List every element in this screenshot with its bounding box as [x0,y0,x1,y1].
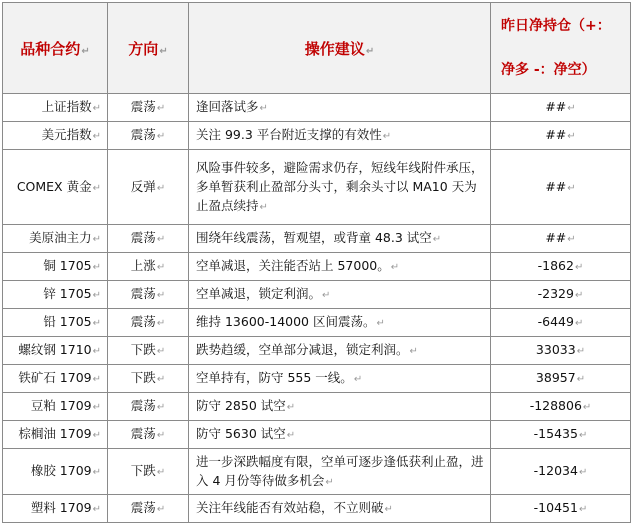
advice-cell: 防守 5630 试空↵ [189,421,491,449]
cell-mark: ↵ [567,182,576,194]
contract-cell: 橡胶 1709↵ [3,449,108,495]
advice-cell: 跌势趋缓，空单部分减退，锁定利润。↵ [189,337,491,365]
net-position-cell: -128806↵ [491,393,631,421]
direction-cell: 震荡↵ [108,281,189,309]
header-net-line1: 昨日净持仓（+： [501,18,611,34]
header-row [3,3,631,94]
net-position-cell: ##↵ [491,122,631,150]
table-row [3,365,631,393]
contract-cell: 美原油主力↵ [3,225,108,253]
cell-mark: ↵ [432,234,442,245]
net-position-cell: ##↵ [491,225,631,253]
advice-cell: 空单持有，防守 555 一线。↵ [189,365,491,393]
cell-mark: ↵ [156,290,166,301]
direction-cell: 震荡↵ [108,393,189,421]
contract-cell: 铅 1705↵ [3,309,108,337]
table-row [3,421,631,449]
advice-cell: 空单减退，锁定利润。↵ [189,281,491,309]
cell-mark: ↵ [92,402,101,413]
cell-mark: ↵ [156,402,166,413]
net-position-cell: -10451↵ [491,495,631,523]
cell-mark: ↵ [156,234,166,245]
cell-mark: ↵ [567,131,576,142]
cell-mark: ↵ [574,262,584,273]
cell-mark: ↵ [92,374,101,385]
contract-cell: 棕榈油 1709↵ [3,421,108,449]
cell-mark: ↵ [384,504,393,515]
direction-cell: 震荡↵ [108,309,189,337]
cell-mark: ↵ [156,103,166,114]
cell-mark: ↵ [286,430,296,441]
cell-mark: ↵ [576,374,586,385]
cell-mark: ↵ [92,467,101,478]
table-row [3,449,631,495]
table-row [3,150,631,225]
cell-mark: ↵ [156,467,166,478]
contract-cell: 美元指数↵ [3,122,108,150]
cell-mark: ↵ [574,318,584,329]
cell-mark: ↵ [259,201,268,213]
table-row [3,94,631,122]
direction-cell: 下跌↵ [108,337,189,365]
header-direction: 方向↵ [108,3,189,94]
direction-cell: 震荡↵ [108,421,189,449]
cell-mark: ↵ [259,103,268,114]
cell-mark: ↵ [578,504,588,515]
advice-cell: 围绕年线震荡，暂观望，或背童 48.3 试空↵ [189,225,491,253]
direction-cell: 震荡↵ [108,94,189,122]
cell-mark: ↵ [92,504,101,515]
cell-mark: ↵ [390,262,400,273]
contract-cell: 铁矿石 1709↵ [3,365,108,393]
cell-mark: ↵ [81,45,90,57]
table-row [3,393,631,421]
net-position-cell: -2329↵ [491,281,631,309]
contract-cell: 塑料 1709↵ [3,495,108,523]
cell-mark: ↵ [92,131,101,142]
direction-cell: 震荡↵ [108,495,189,523]
net-position-cell: ##↵ [491,94,631,122]
cell-mark: ↵ [325,476,334,488]
table-row [3,309,631,337]
direction-cell: 下跌↵ [108,365,189,393]
table-body [3,94,631,523]
cell-mark: ↵ [567,234,576,245]
header-net-line2: 净多 -：净空） [501,62,596,78]
direction-cell: 震荡↵ [108,122,189,150]
advice-cell: 关注年线能否有效站稳，不立则破↵ [189,495,491,523]
advice-cell: 风险事件较多，避险需求仍存，短线年线附件承压，多单暂获利止盈部分头寸，剩余头寸以 MA10 天为止盈点续持↵ [189,150,491,225]
cell-mark: ↵ [156,318,166,329]
cell-mark: ↵ [156,131,166,142]
net-position-cell: -12034↵ [491,449,631,495]
cell-mark: ↵ [92,346,101,357]
header-contract: 品种合约↵ [3,3,108,94]
net-position-cell: -1862↵ [491,253,631,281]
cell-mark: ↵ [92,290,101,301]
cell-mark: ↵ [286,402,296,413]
cell-mark: ↵ [578,467,588,478]
net-position-cell: 38957↵ [491,365,631,393]
table-row [3,253,631,281]
net-position-cell: ##↵ [491,150,631,225]
cell-mark: ↵ [576,346,586,357]
contract-cell: 锌 1705↵ [3,281,108,309]
direction-cell: 震荡↵ [108,225,189,253]
advice-cell: 维持 13600-14000 区间震荡。↵ [189,309,491,337]
contract-cell: 豆粕 1709↵ [3,393,108,421]
cell-mark: ↵ [92,103,101,114]
cell-mark: ↵ [382,131,392,142]
cell-mark: ↵ [567,103,576,114]
table-row [3,225,631,253]
contract-cell: 上证指数↵ [3,94,108,122]
cell-mark: ↵ [156,346,166,357]
contract-cell: 铜 1705↵ [3,253,108,281]
advice-cell: 逢回落试多↵ [189,94,491,122]
cell-mark: ↵ [156,430,166,441]
cell-mark: ↵ [156,504,166,515]
contract-cell: COMEX 黄金↵ [3,150,108,225]
advice-cell: 空单减退，关注能否站上 57000。↵ [189,253,491,281]
advice-cell: 进一步深跌幅度有限，空单可逐步逢低获利止盈，进入 4 月份等待做多机会↵ [189,449,491,495]
advice-cell: 关注 99.3 平台附近支撑的有效性↵ [189,122,491,150]
net-position-cell: -15435↵ [491,421,631,449]
cell-mark: ↵ [159,45,168,57]
table-row [3,122,631,150]
cell-mark: ↵ [156,182,166,194]
cell-mark: ↵ [92,234,101,245]
header-net-position [491,3,631,94]
net-position-cell: -6449↵ [491,309,631,337]
direction-cell: 反弹↵ [108,150,189,225]
header-advice: 操作建议↵ [189,3,491,94]
table-row [3,495,631,523]
cell-mark: ↵ [574,290,584,301]
cell-mark: ↵ [582,402,592,413]
cell-mark: ↵ [92,318,101,329]
table-row [3,281,631,309]
cell-mark: ↵ [376,318,385,329]
cell-mark: ↵ [409,346,418,357]
cell-mark: ↵ [322,290,331,301]
cell-mark: ↵ [156,262,166,273]
cell-mark: ↵ [365,45,375,57]
cell-mark: ↵ [156,374,166,385]
direction-cell: 上涨↵ [108,253,189,281]
net-position-cell: 33033↵ [491,337,631,365]
cell-mark: ↵ [92,182,101,194]
advice-cell: 防守 2850 试空↵ [189,393,491,421]
contract-cell: 螺纹钢 1710↵ [3,337,108,365]
direction-cell: 下跌↵ [108,449,189,495]
cell-mark: ↵ [92,262,101,273]
cell-mark: ↵ [578,430,588,441]
trading-advice-table [2,2,631,523]
table-row [3,337,631,365]
cell-mark: ↵ [92,430,101,441]
cell-mark: ↵ [353,374,363,385]
